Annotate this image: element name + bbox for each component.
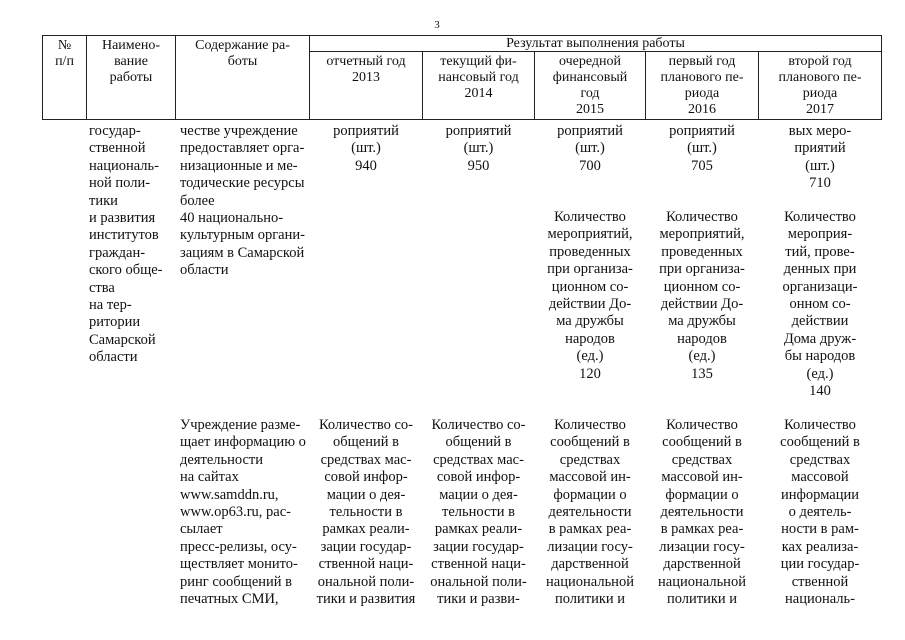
header-bottom-border (42, 119, 882, 120)
page-number: 3 (434, 19, 440, 31)
header-year-2016: первый год планового пе- риода 2016 (660, 54, 744, 117)
work-name: государ- ственной националь- ной поли- тики и развития институтов граждан- ского обще- ства на тер- ритории Самарской области (89, 123, 163, 366)
header-col-border-8 (881, 35, 882, 120)
result-r2-2016: Количество мероприятий, проведенных при организа- ционном со- действии До- ма дружбы народов (ед.) 135 (659, 209, 745, 382)
header-result: Результат выполнения работы (506, 36, 685, 51)
result-r1-2014: роприятий (шт.) 950 (445, 123, 512, 174)
result-r3-2016: Количество сообщений в средствах массовой ин- формации о деятельности в рамках реа- лизации госу- дарственной национальной политики и (658, 417, 746, 608)
result-r1-2017: вых меро- приятий (шт.) 710 (788, 123, 852, 192)
header-year-2017: второй год планового пе- риода 2017 (778, 54, 862, 117)
result-r2-2017: Количество мероприя- тий, прове- денных при организаци- онном со- действии Дома друж- бы народов (ед.) 140 (782, 209, 858, 400)
header-year-2015: очередной финансовый год 2015 (552, 54, 628, 117)
header-year-2013: отчетный год 2013 (326, 54, 406, 85)
result-r3-2017: Количество сообщений в средствах массовой информации о деятель- ности в рам- ках реализа- ции государ- ственной националь- (780, 417, 860, 608)
result-r1-2016: роприятий (шт.) 705 (669, 123, 735, 174)
result-r1-2013: роприятий (шт.) 940 (333, 123, 399, 174)
result-r3-2014: Количество со- общений в средствах мас- совой инфор- мации о дея- тельности в рамках реали- зации государ- ственной наци- ональной поли- тики и разви- (430, 417, 527, 608)
result-r2-2015: Количество мероприятий, проведенных при организа- ционном со- действии До- ма дружбы народов (ед.) 120 (547, 209, 633, 382)
header-year-2014: текущий фи- нансовый год 2014 (438, 54, 519, 101)
header-name: Наимено- вание работы (101, 38, 161, 85)
result-r3-2015: Количество сообщений в средствах массовой ин- формации о деятельности в рамках реа- лизации госу- дарственной национальной политики и (546, 417, 634, 608)
work-content-1: честве учреждение предоставляет орга- низационные и ме- тодические ресурсы более 40 национально- культурным органи- зациям в Самарской области (180, 123, 305, 279)
result-r1-2015: роприятий (шт.) 700 (557, 123, 623, 174)
header-num: № п/п (55, 38, 74, 69)
work-content-2: Учреждение разме- щает информацию о деятельности на сайтах www.samddn.ru, www.op63.ru, рас- сылает пресс-релизы, осу- ществляет монито- ринг сообщений в печатных СМИ, (180, 417, 306, 608)
header-content: Содержание ра- боты (195, 38, 290, 69)
result-r3-2013: Количество со- общений в средствах мас- совой инфор- мации о дея- тельности в рамках реали- зации государ- ственной наци- ональной поли- тики и развития (316, 417, 416, 608)
